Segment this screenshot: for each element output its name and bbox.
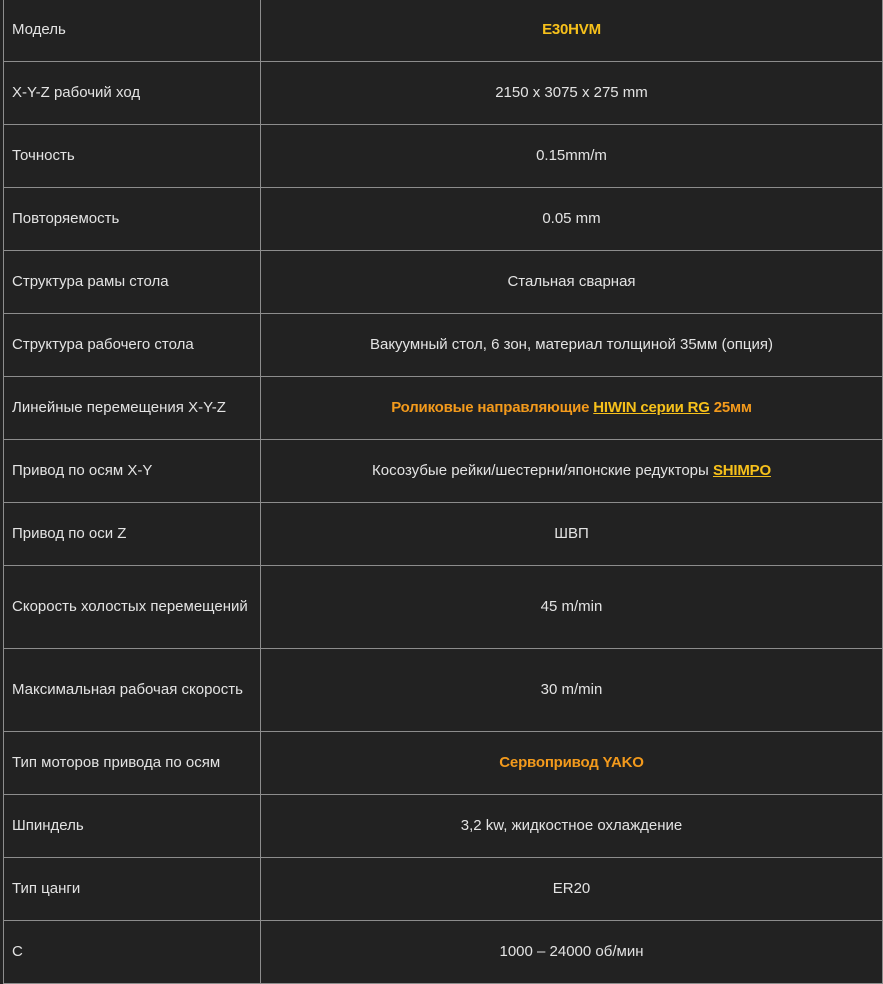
table-row	[4, 125, 883, 188]
table-row	[4, 921, 883, 984]
row-label: Повторяемость	[4, 188, 261, 251]
table-row	[4, 858, 883, 921]
row-label: Структура рамы стола	[4, 251, 261, 314]
row-value: ER20	[261, 858, 883, 921]
row-value: Стальная сварная	[261, 251, 883, 314]
table-row	[4, 732, 883, 795]
table-row	[4, 377, 883, 440]
model-value: E30HVM	[542, 21, 601, 38]
table-row	[4, 251, 883, 314]
motor-value: Сервопривод YAKO	[499, 754, 644, 771]
row-label: X-Y-Z рабочий ход	[4, 62, 261, 125]
row-value: 2150 x 3075 x 275 mm	[261, 62, 883, 125]
table-row	[4, 649, 883, 732]
guide-text-prefix: Роликовые направляющие	[391, 399, 594, 416]
drive-text: Косозубые рейки/шестерни/японские редукторы	[372, 462, 713, 479]
hiwin-link[interactable]: HIWIN серии RG	[593, 399, 710, 416]
row-label: Тип моторов привода по осям	[4, 732, 261, 795]
row-value: 0.15mm/m	[261, 125, 883, 188]
row-label: Привод по оси Z	[4, 503, 261, 566]
row-label: Привод по осям X-Y	[4, 440, 261, 503]
row-label: Максимальная рабочая скорость	[4, 649, 261, 732]
row-value: Вакуумный стол, 6 зон, материал толщиной 35мм (опция)	[261, 314, 883, 377]
table-row	[4, 0, 883, 62]
row-label: Точность	[4, 125, 261, 188]
table-row	[4, 188, 883, 251]
row-label: Тип цанги	[4, 858, 261, 921]
row-value: 0.05 mm	[261, 188, 883, 251]
row-value: ШВП	[261, 503, 883, 566]
row-value: 30 m/min	[261, 649, 883, 732]
shimpo-link[interactable]: SHIMPO	[712, 462, 771, 479]
row-label: Линейные перемещения X-Y-Z	[4, 377, 261, 440]
table-row	[4, 440, 883, 503]
guide-text-suffix: 25мм	[709, 399, 752, 416]
table-row	[4, 503, 883, 566]
row-value: 1000 – 24000 об/мин	[261, 921, 883, 984]
spec-table	[3, 0, 883, 984]
table-row	[4, 566, 883, 649]
row-label: С	[4, 921, 261, 984]
row-label: Скорость холостых перемещений	[4, 566, 261, 649]
row-value: 3,2 kw, жидкостное охлаждение	[261, 795, 883, 858]
row-label: Шпиндель	[4, 795, 261, 858]
row-value: 45 m/min	[261, 566, 883, 649]
table-row	[4, 795, 883, 858]
table-row	[4, 314, 883, 377]
row-label: Структура рабочего стола	[4, 314, 261, 377]
table-row	[4, 62, 883, 125]
row-label: Модель	[4, 0, 261, 62]
